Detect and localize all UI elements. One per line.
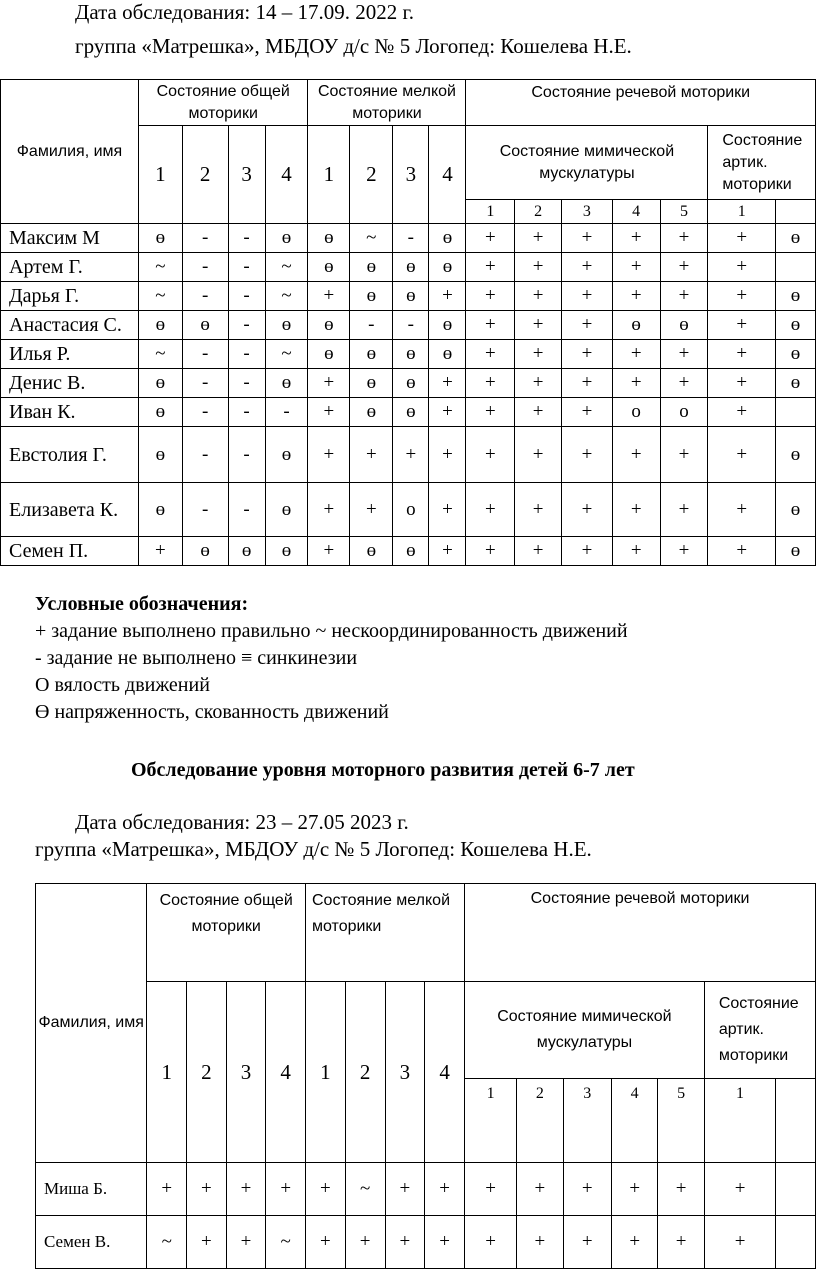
t2-cell-mark: + — [611, 1163, 657, 1216]
t1-cell-mark: ɵ — [429, 224, 466, 253]
t1-cell-mark: ɵ — [350, 398, 393, 427]
t1-cell-mark: ɵ — [350, 253, 393, 282]
t1-cell-mark: ɵ — [393, 253, 429, 282]
t1-cell-mark: ɵ — [182, 537, 228, 566]
t2-cell-mark: + — [563, 1216, 611, 1269]
t1-cell-mark — [776, 398, 816, 427]
t2-cell-mark: ~ — [345, 1163, 385, 1216]
t2-cell-mark — [776, 1216, 816, 1269]
t2-cell-mark: + — [704, 1163, 775, 1216]
t1-cell-mark: + — [429, 398, 466, 427]
t1-cell-mark: ɵ — [265, 224, 308, 253]
t1-cell-mark: ɵ — [265, 311, 308, 340]
t2-cell-mark: + — [345, 1216, 385, 1269]
t1-cell-mark: + — [562, 311, 613, 340]
t1-cell-mark: ɵ — [138, 427, 182, 483]
t1-cell-mark: о — [612, 398, 660, 427]
t1-cell-name: Иван К. — [1, 398, 139, 427]
t1-cell-mark: ɵ — [776, 311, 816, 340]
t1-cell-mark: о — [393, 483, 429, 537]
t2-header-name: Фамилия, имя — [36, 884, 147, 1163]
t1-cell-mark: - — [182, 340, 228, 369]
t1-cell-mark: ɵ — [393, 340, 429, 369]
t1-cell-mark: ~ — [138, 282, 182, 311]
t1-cell-mark: + — [562, 282, 613, 311]
t1-cell-mark: + — [466, 398, 515, 427]
t1-header-mimic: Состояние мимической мускулатуры — [466, 126, 708, 200]
t2-row — [36, 1163, 816, 1216]
t1-cell-mark: - — [182, 369, 228, 398]
t1-cell-mark: ɵ — [138, 369, 182, 398]
t1-cell-mark: + — [562, 427, 613, 483]
t1-cell-mark: + — [562, 340, 613, 369]
t1-cell-mark: + — [708, 483, 776, 537]
t1-subnum: 1 — [466, 200, 515, 224]
t1-cell-mark: + — [660, 427, 708, 483]
t1-cell-mark: + — [708, 537, 776, 566]
t1-cell-mark: - — [182, 253, 228, 282]
t2-cell-mark: + — [147, 1163, 187, 1216]
t1-cell-mark: - — [228, 483, 265, 537]
t1-cell-mark: ɵ — [138, 398, 182, 427]
t2-cell-mark: + — [704, 1216, 775, 1269]
t1-cell-name: Евстолия Г. — [1, 427, 139, 483]
t1-row — [1, 224, 816, 253]
t1-cell-mark: + — [350, 427, 393, 483]
t1-cell-mark: ɵ — [776, 224, 816, 253]
t1-cell-mark: + — [612, 369, 660, 398]
t1-cell-mark: + — [612, 537, 660, 566]
survey2-table — [35, 883, 816, 1269]
t1-row — [1, 427, 816, 483]
t1-cell-mark: + — [429, 369, 466, 398]
t1-cell-mark: + — [708, 427, 776, 483]
t1-cell-mark: - — [182, 427, 228, 483]
t2-row — [36, 1216, 816, 1269]
t2-header-general: Состояние общей моторики — [147, 884, 306, 982]
legend-line: + задание выполнено правильно ~ нескоординированность движений — [35, 620, 628, 642]
t1-cell-mark: + — [308, 427, 350, 483]
t2-cell-mark: + — [306, 1163, 346, 1216]
t1-cell-name: Денис В. — [1, 369, 139, 398]
t1-cell-mark: ɵ — [350, 537, 393, 566]
t1-cell-mark: + — [515, 282, 562, 311]
t1-cell-mark: ~ — [265, 253, 308, 282]
t2-subnum: 2 — [517, 1079, 563, 1163]
t1-cell-mark: + — [515, 427, 562, 483]
t1-cell-mark: + — [308, 398, 350, 427]
t1-cell-mark: ɵ — [138, 483, 182, 537]
t2-subnum: 5 — [658, 1079, 704, 1163]
t1-cell-mark: - — [228, 224, 265, 253]
t1-cell-mark: + — [708, 340, 776, 369]
survey2-group: группа «Матрешка», МБДОУ д/с № 5 Логопед: Кошелева Н.Е. — [35, 837, 592, 861]
t1-cell-mark: ɵ — [612, 311, 660, 340]
legend-line: - задание не выполнено ≡ синкинезии — [35, 647, 358, 669]
t1-row — [1, 537, 816, 566]
t1-subnum: 2 — [515, 200, 562, 224]
t1-cell-mark: + — [515, 253, 562, 282]
t1-cell-mark: ɵ — [138, 311, 182, 340]
t1-cell-mark: ɵ — [776, 369, 816, 398]
t1-cell-mark — [776, 253, 816, 282]
t2-num: 2 — [187, 982, 227, 1163]
survey2-date: Дата обследования: 23 – 27.05 2023 г. — [75, 810, 409, 834]
t1-cell-mark: ɵ — [265, 537, 308, 566]
t1-cell-mark: - — [182, 282, 228, 311]
t1-cell-mark: + — [429, 537, 466, 566]
t1-cell-mark: ~ — [350, 224, 393, 253]
t1-cell-name: Дарья Г. — [1, 282, 139, 311]
t1-cell-mark: + — [466, 369, 515, 398]
t1-num: 4 — [265, 126, 308, 224]
survey2-title: Обследование уровня моторного развития детей 6-7 лет — [131, 759, 635, 781]
t1-cell-mark: ɵ — [393, 369, 429, 398]
t1-cell-name: Анастасия С. — [1, 311, 139, 340]
t1-cell-mark: + — [708, 398, 776, 427]
t1-cell-mark: ɵ — [776, 537, 816, 566]
t1-cell-mark: ɵ — [776, 282, 816, 311]
t2-cell-mark: + — [658, 1216, 704, 1269]
t1-cell-mark: + — [393, 427, 429, 483]
t1-cell-mark: - — [228, 282, 265, 311]
t1-cell-name: Елизавета К. — [1, 483, 139, 537]
t1-cell-name: Илья Р. — [1, 340, 139, 369]
t2-subnum: 1 — [465, 1079, 517, 1163]
t1-cell-mark: + — [708, 369, 776, 398]
t1-cell-mark: ɵ — [776, 340, 816, 369]
t1-num: 2 — [350, 126, 393, 224]
t1-cell-mark: ɵ — [350, 282, 393, 311]
t1-cell-mark: + — [466, 311, 515, 340]
t1-cell-mark: - — [228, 369, 265, 398]
t1-cell-mark: + — [562, 224, 613, 253]
t2-subnum — [776, 1079, 816, 1163]
t2-body — [36, 1163, 816, 1269]
t1-cell-mark: ɵ — [776, 483, 816, 537]
t1-cell-mark: + — [612, 427, 660, 483]
legend-title: Условные обозначения: — [35, 593, 249, 615]
t2-num: 1 — [306, 982, 346, 1163]
t1-cell-mark: + — [562, 253, 613, 282]
t2-num: 2 — [345, 982, 385, 1163]
t1-cell-mark: - — [393, 311, 429, 340]
t1-cell-mark: ɵ — [429, 311, 466, 340]
t1-cell-mark: ɵ — [308, 253, 350, 282]
t1-cell-mark: ~ — [265, 282, 308, 311]
t2-num: 4 — [425, 982, 465, 1163]
t1-row — [1, 282, 816, 311]
t1-cell-mark: + — [612, 282, 660, 311]
t1-cell-name: Максим М — [1, 224, 139, 253]
t1-header-general: Состояние общей моторики — [138, 80, 307, 126]
t1-header-speech: Состояние речевой моторики — [466, 80, 816, 126]
legend-line: Ɵ напряженность, скованность движений — [35, 701, 389, 723]
t2-header-fine: Состояние мелкой моторики — [306, 884, 465, 982]
t1-cell-mark: + — [660, 483, 708, 537]
t1-cell-mark: + — [612, 483, 660, 537]
t2-cell-mark: ~ — [147, 1216, 187, 1269]
t1-cell-mark: - — [350, 311, 393, 340]
t2-subnum: 3 — [563, 1079, 611, 1163]
t2-header-mimic: Состояние мимической мускулатуры — [465, 982, 705, 1079]
t1-cell-mark: - — [182, 398, 228, 427]
t1-cell-mark: ~ — [138, 253, 182, 282]
t1-cell-mark: + — [708, 282, 776, 311]
survey1-table — [0, 79, 816, 566]
t1-cell-mark: + — [660, 340, 708, 369]
t1-cell-mark: ɵ — [429, 253, 466, 282]
t1-cell-mark: - — [393, 224, 429, 253]
t2-cell-mark: + — [517, 1163, 563, 1216]
t2-num: 1 — [147, 982, 187, 1163]
t1-cell-mark: ɵ — [393, 282, 429, 311]
t2-subnum: 1 — [704, 1079, 775, 1163]
t2-num: 3 — [226, 982, 266, 1163]
t1-row — [1, 369, 816, 398]
t1-cell-mark: ~ — [265, 340, 308, 369]
t1-cell-mark: ɵ — [393, 398, 429, 427]
t1-cell-mark: ɵ — [182, 311, 228, 340]
t1-cell-mark: ɵ — [393, 537, 429, 566]
t2-cell-mark: + — [517, 1216, 563, 1269]
t2-cell-mark: + — [226, 1216, 266, 1269]
t1-cell-mark: + — [429, 282, 466, 311]
t1-cell-mark: - — [228, 253, 265, 282]
t1-cell-mark: + — [466, 537, 515, 566]
t1-cell-mark: + — [308, 537, 350, 566]
t2-cell-mark: + — [266, 1163, 306, 1216]
t2-cell-mark: + — [465, 1216, 517, 1269]
t2-cell-mark: + — [306, 1216, 346, 1269]
t1-cell-mark: - — [182, 483, 228, 537]
t1-cell-mark: ɵ — [776, 427, 816, 483]
t1-cell-mark: ɵ — [228, 537, 265, 566]
t1-cell-mark: ɵ — [660, 311, 708, 340]
t1-cell-mark: + — [562, 483, 613, 537]
t1-cell-mark: + — [515, 311, 562, 340]
t2-num: 4 — [266, 982, 306, 1163]
t1-cell-mark: ɵ — [308, 340, 350, 369]
t1-subnum: 1 — [708, 200, 776, 224]
t1-cell-mark: + — [562, 369, 613, 398]
t2-cell-mark: + — [385, 1163, 425, 1216]
t1-cell-mark: + — [515, 340, 562, 369]
t1-cell-mark: + — [660, 369, 708, 398]
t1-cell-mark: - — [228, 311, 265, 340]
t2-cell-mark: + — [563, 1163, 611, 1216]
t2-cell-name: Семен В. — [36, 1216, 147, 1269]
t2-cell-mark: + — [226, 1163, 266, 1216]
t1-subnum: 3 — [562, 200, 613, 224]
t1-cell-mark: + — [515, 483, 562, 537]
t1-cell-mark: + — [466, 427, 515, 483]
t1-cell-name: Семен П. — [1, 537, 139, 566]
t1-row — [1, 398, 816, 427]
t1-cell-mark: ɵ — [308, 311, 350, 340]
t1-cell-mark: + — [350, 483, 393, 537]
t1-header-artic: Состояние артик. моторики — [708, 126, 816, 200]
t1-cell-mark: + — [466, 340, 515, 369]
t1-cell-mark: + — [466, 253, 515, 282]
t2-subnum: 4 — [611, 1079, 657, 1163]
survey1-group: группа «Матрешка», МБДОУ д/с № 5 Логопед: Кошелева Н.Е. — [75, 34, 632, 58]
t1-cell-mark: ɵ — [308, 224, 350, 253]
t1-cell-mark: ɵ — [350, 340, 393, 369]
t1-num: 1 — [308, 126, 350, 224]
t1-num: 3 — [393, 126, 429, 224]
t2-cell-mark: + — [385, 1216, 425, 1269]
t1-row — [1, 253, 816, 282]
t2-header-artic: Состояние артик. моторики — [704, 982, 815, 1079]
t2-cell-mark: + — [425, 1216, 465, 1269]
t1-cell-mark: + — [515, 369, 562, 398]
t1-cell-mark: + — [562, 537, 613, 566]
t1-cell-mark: + — [308, 369, 350, 398]
t1-cell-mark: + — [308, 282, 350, 311]
t1-body — [1, 224, 816, 566]
t1-cell-mark: ɵ — [265, 483, 308, 537]
t1-cell-mark: ɵ — [429, 340, 466, 369]
t1-cell-mark: + — [612, 224, 660, 253]
t1-header-fine: Состояние мелкой моторики — [308, 80, 466, 126]
t2-cell-mark: + — [465, 1163, 517, 1216]
t2-num: 3 — [385, 982, 425, 1163]
t1-cell-mark: - — [265, 398, 308, 427]
t1-cell-mark: - — [182, 224, 228, 253]
t1-cell-mark: ɵ — [138, 224, 182, 253]
t1-cell-mark: ɵ — [350, 369, 393, 398]
t1-cell-mark: + — [466, 483, 515, 537]
t1-cell-mark: ɵ — [265, 369, 308, 398]
t1-num: 1 — [138, 126, 182, 224]
t1-num: 2 — [182, 126, 228, 224]
t2-header-speech: Состояние речевой моторики — [465, 884, 816, 982]
t2-cell-name: Миша Б. — [36, 1163, 147, 1216]
t1-cell-name: Артем Г. — [1, 253, 139, 282]
t1-cell-mark: + — [515, 537, 562, 566]
t1-cell-mark: + — [466, 282, 515, 311]
t1-cell-mark: ~ — [138, 340, 182, 369]
t1-row — [1, 340, 816, 369]
t1-cell-mark: + — [660, 282, 708, 311]
t2-cell-mark — [776, 1163, 816, 1216]
t1-cell-mark: + — [429, 483, 466, 537]
t1-row — [1, 483, 816, 537]
t1-cell-mark: + — [660, 253, 708, 282]
t1-cell-mark: + — [515, 224, 562, 253]
t2-cell-mark: + — [187, 1216, 227, 1269]
t1-subnum: 5 — [660, 200, 708, 224]
legend-line: О вялость движений — [35, 674, 210, 696]
t1-cell-mark: + — [660, 537, 708, 566]
t1-subnum: 4 — [612, 200, 660, 224]
t1-cell-mark: + — [562, 398, 613, 427]
t1-header-name: Фамилия, имя — [1, 80, 139, 224]
t1-cell-mark: - — [228, 340, 265, 369]
t1-cell-mark: + — [138, 537, 182, 566]
t2-cell-mark: + — [611, 1216, 657, 1269]
t1-cell-mark: + — [466, 224, 515, 253]
t1-num: 4 — [429, 126, 466, 224]
t1-cell-mark: + — [612, 340, 660, 369]
t1-cell-mark: + — [708, 224, 776, 253]
t1-cell-mark: + — [515, 398, 562, 427]
t2-cell-mark: ~ — [266, 1216, 306, 1269]
t1-row — [1, 311, 816, 340]
t2-cell-mark: + — [658, 1163, 704, 1216]
t1-cell-mark: - — [228, 398, 265, 427]
t1-cell-mark: о — [660, 398, 708, 427]
t1-cell-mark: + — [660, 224, 708, 253]
t1-num: 3 — [228, 126, 265, 224]
t1-cell-mark: - — [228, 427, 265, 483]
t1-cell-mark: + — [708, 253, 776, 282]
t2-cell-mark: + — [425, 1163, 465, 1216]
t2-cell-mark: + — [187, 1163, 227, 1216]
survey1-date: Дата обследования: 14 – 17.09. 2022 г. — [75, 0, 414, 24]
t1-cell-mark: + — [708, 311, 776, 340]
t1-cell-mark: ɵ — [265, 427, 308, 483]
t1-subnum — [776, 200, 816, 224]
t1-cell-mark: + — [308, 483, 350, 537]
t1-cell-mark: + — [612, 253, 660, 282]
t1-cell-mark: + — [429, 427, 466, 483]
